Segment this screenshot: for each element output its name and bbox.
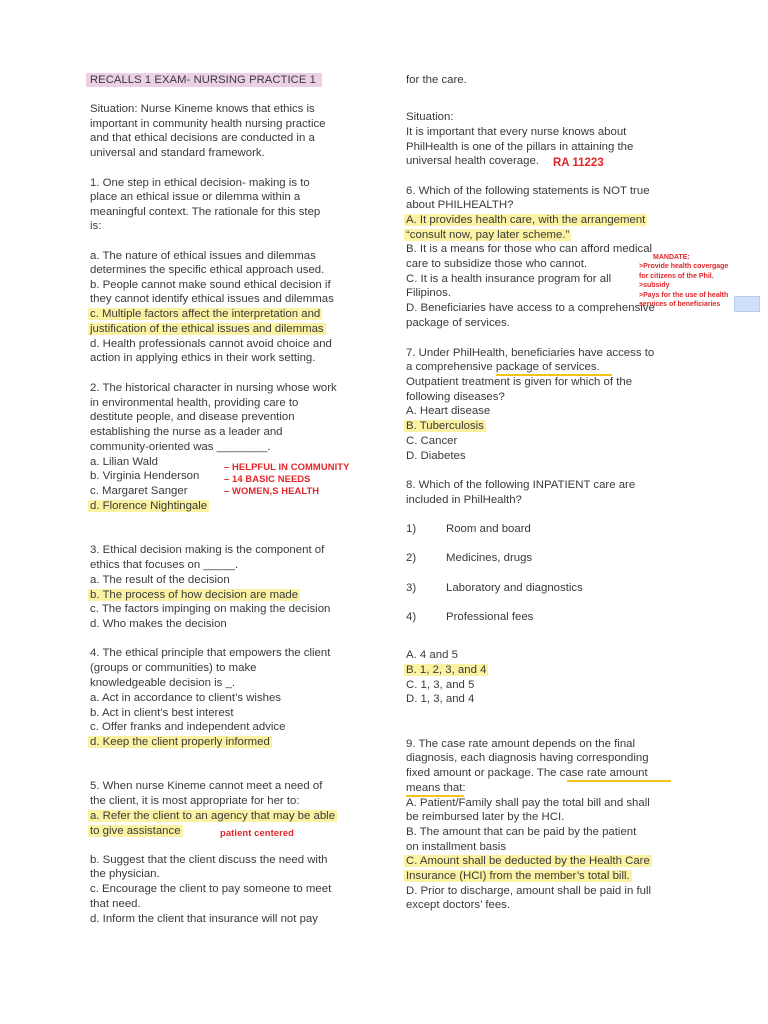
answer-option: the physician. xyxy=(90,868,160,880)
numbered-item-text: Medicines, drugs xyxy=(446,552,533,564)
handwritten-note: – WOMEN,S HEALTH xyxy=(224,485,320,496)
question-stem: knowledgeable decision is _. xyxy=(90,677,236,689)
question-stem: 3. Ethical decision making is the component of xyxy=(90,544,325,556)
question-stem: is: xyxy=(90,220,102,232)
handwritten-note: – 14 BASIC NEEDS xyxy=(224,473,311,484)
answer-option: A. Heart disease xyxy=(406,405,491,417)
answer-option-highlighted: C. Amount shall be deducted by the Health Care xyxy=(406,855,650,867)
answer-option: c. Offer franks and independent advice xyxy=(90,721,286,733)
answer-option: that need. xyxy=(90,898,141,910)
answer-option: package of services. xyxy=(406,317,510,329)
situation-line: universal and standard framework. xyxy=(90,147,265,159)
question-stem: ethics that focuses on _____. xyxy=(90,559,239,571)
answer-option: on installment basis xyxy=(406,841,507,853)
question-stem: Outpatient treatment is given for which of the xyxy=(406,376,633,388)
numbered-item-text: Professional fees xyxy=(446,611,534,623)
answer-option-highlighted: “consult now, pay later scheme.” xyxy=(406,229,570,241)
handwritten-note: for citizens of the Phil. xyxy=(639,273,714,280)
answer-option-highlighted: d. Keep the client properly informed xyxy=(90,736,270,748)
answer-option: a. The nature of ethical issues and dilemmas xyxy=(90,250,316,262)
answer-option: b. Act in client’s best interest xyxy=(90,707,234,719)
situation-line: It is important that every nurse knows about xyxy=(406,126,627,138)
underline-mark xyxy=(567,780,671,782)
answer-option-highlighted: b. The process of how decision are made xyxy=(90,589,299,601)
answer-option-highlighted: to give assistance xyxy=(90,825,181,837)
answer-option: Filipinos. xyxy=(406,287,451,299)
answer-option: d. Who makes the decision xyxy=(90,618,227,630)
answer-option-highlighted: B. Tuberculosis xyxy=(406,420,484,432)
answer-option: care to subsidize those who cannot. xyxy=(406,258,588,270)
answer-option: b. Suggest that the client discuss the need with xyxy=(90,854,328,866)
question-stem: 1. One step in ethical decision- making is to xyxy=(90,177,310,189)
question-stem: community-oriented was ________. xyxy=(90,441,271,453)
question-stem: a comprehensive package of services. xyxy=(406,361,600,373)
handwritten-note: >Provide health covergage xyxy=(639,263,729,270)
question-stem: diagnosis, each diagnosis having corresponding xyxy=(406,752,649,764)
answer-option-highlighted: a. Refer the client to an agency that may be able xyxy=(90,810,336,822)
handwritten-note: MANDATE: xyxy=(653,254,690,261)
situation-line: important in community health nursing practice xyxy=(90,118,326,130)
situation-line: Situation: Nurse Kineme knows that ethics is xyxy=(90,103,315,115)
situation-line: universal health coverage. xyxy=(406,155,539,167)
numbered-item: 1) xyxy=(406,523,417,535)
question-stem: the client, it is most appropriate for her to: xyxy=(90,795,300,807)
numbered-item: 2) xyxy=(406,552,417,564)
question-stem: 7. Under PhilHealth, beneficiaries have access to xyxy=(406,347,655,359)
answer-option: A. 4 and 5 xyxy=(406,649,458,661)
answer-option: b. People cannot make sound ethical decision if xyxy=(90,279,331,291)
answer-option-highlighted: A. It provides health care, with the arrangement xyxy=(406,214,646,226)
question-stem: in environmental health, providing care to xyxy=(90,397,299,409)
answer-option: b. Virginia Henderson xyxy=(90,470,200,482)
question-stem: 9. The case rate amount depends on the final xyxy=(406,738,636,750)
answer-option: B. The amount that can be paid by the patient xyxy=(406,826,637,838)
page-title: RECALLS 1 EXAM- NURSING PRACTICE 1 xyxy=(90,73,322,88)
answer-option-highlighted: d. Florence Nightingale xyxy=(90,500,208,512)
answer-option-highlighted: Insurance (HCI) from the member’s total bill. xyxy=(406,870,630,882)
answer-option: d. Health professionals cannot avoid choice and xyxy=(90,338,332,350)
answer-option-highlighted: B. 1, 2, 3, and 4 xyxy=(406,664,487,676)
question-stem: 6. Which of the following statements is NOT true xyxy=(406,185,650,197)
numbered-item: 3) xyxy=(406,582,417,594)
numbered-item-text: Laboratory and diagnostics xyxy=(446,582,583,594)
question-stem: 2. The historical character in nursing whose work xyxy=(90,382,337,394)
situation-line: PhilHealth is one of the pillars in attaining the xyxy=(406,141,634,153)
handwritten-note: >Pays for the use of health xyxy=(639,292,729,299)
answer-option: D. Prior to discharge, amount shall be paid in full xyxy=(406,885,652,897)
answer-option: B. It is a means for those who can afford medical xyxy=(406,243,653,255)
answer-option: c. The factors impinging on making the decision xyxy=(90,603,331,615)
answer-option: action in applying ethics in their work setting. xyxy=(90,352,316,364)
handwritten-note: RA 11223 xyxy=(553,157,604,169)
answer-option: C. It is a health insurance program for all xyxy=(406,273,612,285)
answer-option: c. Margaret Sanger xyxy=(90,485,188,497)
answer-option-highlighted: c. Multiple factors affect the interpretation and xyxy=(90,308,321,320)
question-stem: following diseases? xyxy=(406,391,505,403)
answer-option: D. Beneficiaries have access to a comprehensive xyxy=(406,302,655,314)
answer-option: determines the specific ethical approach used. xyxy=(90,264,325,276)
situation-line: Situation: xyxy=(406,111,454,123)
question-stem: establishing the nurse as a leader and xyxy=(90,426,283,438)
question-stem: meaningful context. The rationale for this step xyxy=(90,206,321,218)
answer-option: except doctors’ fees. xyxy=(406,899,511,911)
answer-option: they cannot identify ethical issues and dilemmas xyxy=(90,293,334,305)
question-stem: means that: xyxy=(406,782,466,794)
answer-option: C. 1, 3, and 5 xyxy=(406,679,475,691)
numbered-item: 4) xyxy=(406,611,417,623)
answer-option: c. Encourage the client to pay someone to meet xyxy=(90,883,332,895)
answer-option: a. Lilian Wald xyxy=(90,456,158,468)
handwritten-note: >subsidy xyxy=(639,282,670,289)
question-stem: included in PhilHealth? xyxy=(406,494,522,506)
handwritten-note: – HELPFUL IN COMMUNITY xyxy=(224,461,350,472)
handwritten-note: services of beneficiaries xyxy=(639,301,721,308)
answer-option: d. Inform the client that insurance will not pay xyxy=(90,913,318,925)
numbered-item-text: Room and board xyxy=(446,523,531,535)
answer-option: be reimbursed later by the HCI. xyxy=(406,811,565,823)
situation-line: and that ethical decisions are conducted in a xyxy=(90,132,315,144)
question-stem: 4. The ethical principle that empowers the client xyxy=(90,647,331,659)
question-stem: 8. Which of the following INPATIENT care are xyxy=(406,479,636,491)
question-stem: (groups or communities) to make xyxy=(90,662,257,674)
answer-option: D. Diabetes xyxy=(406,450,466,462)
answer-option-highlighted: justification of the ethical issues and dilemmas xyxy=(90,323,324,335)
answer-option: A. Patient/Family shall pay the total bill and shall xyxy=(406,797,650,809)
answer-option: a. Act in accordance to client’s wishes xyxy=(90,692,281,704)
sticky-tab xyxy=(734,296,760,312)
answer-option: D. 1, 3, and 4 xyxy=(406,693,475,705)
handwritten-note: patient centered xyxy=(220,827,295,838)
question-stem: about PHILHEALTH? xyxy=(406,199,514,211)
question-stem: fixed amount or package. The case rate amount xyxy=(406,767,648,779)
question-stem: place an ethical issue or dilemma within a xyxy=(90,191,301,203)
answer-option: C. Cancer xyxy=(406,435,458,447)
question-stem: 5. When nurse Kineme cannot meet a need of xyxy=(90,780,323,792)
answer-option: a. The result of the decision xyxy=(90,574,230,586)
question-stem: destitute people, and disease prevention xyxy=(90,411,295,423)
continued-text: for the care. xyxy=(406,74,467,86)
